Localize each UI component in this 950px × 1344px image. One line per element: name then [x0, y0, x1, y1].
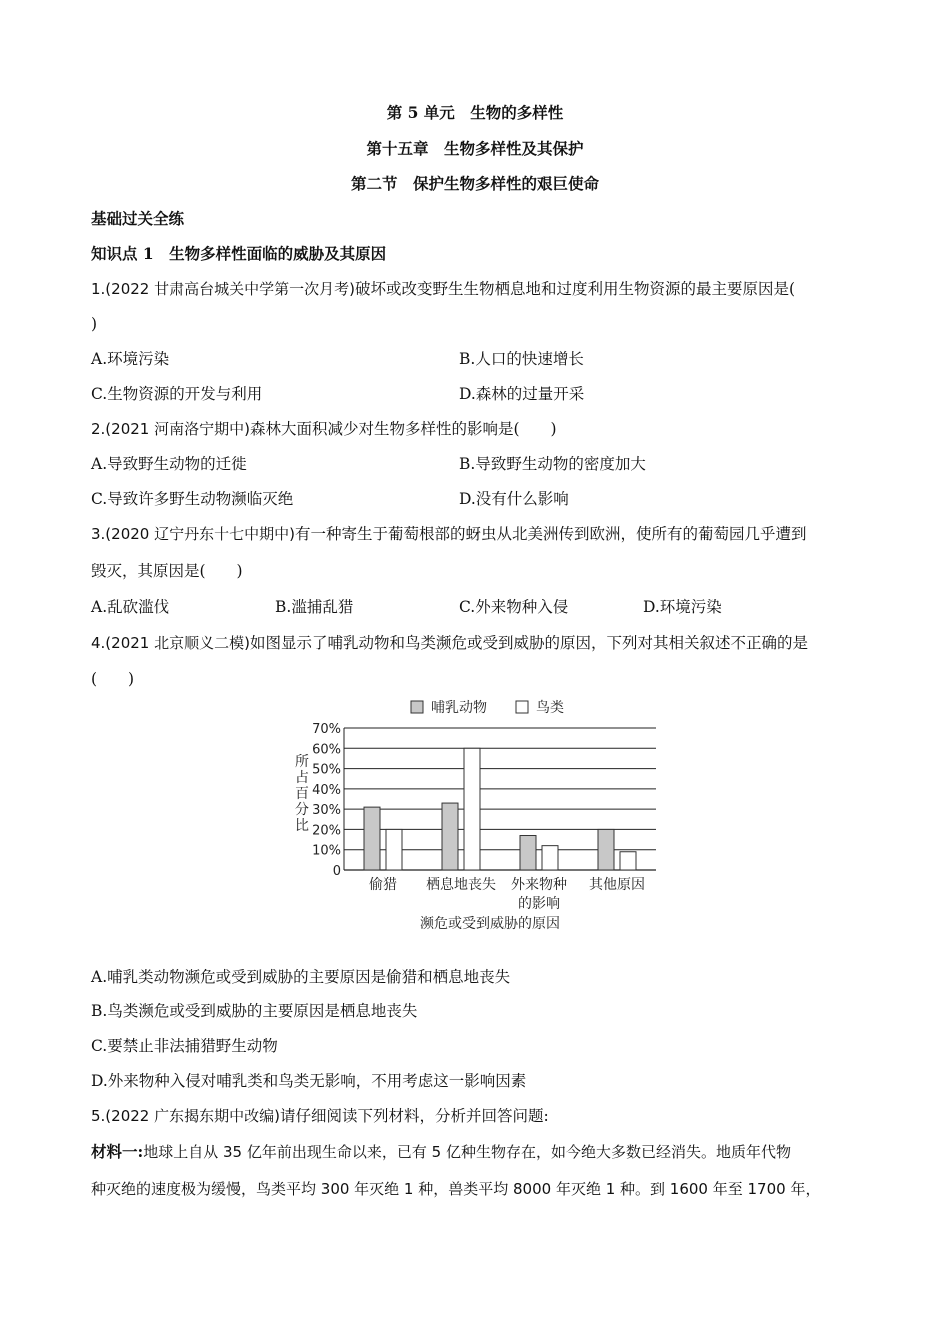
question-5-source: 5.(2022 广东揭东期中改编) [91, 1107, 280, 1125]
question-4-close: ( ) [91, 670, 135, 688]
question-3-option-d: D.环境污染 [643, 598, 722, 616]
chart-x-axis-label: 濒危或受到威胁的原因 [420, 916, 560, 932]
knowledge-point-title: 知识点 1 生物多样性面临的威胁及其原因 [91, 244, 387, 263]
question-5-stem: 请仔细阅读下列材料，分析并回答问题: [279, 1107, 549, 1125]
bar-mammal-2 [442, 803, 458, 870]
y-axis-label-char: 比 [295, 818, 309, 834]
practice-title: 基础过关全练 [91, 209, 185, 228]
material-1-label: 材料一: [91, 1142, 144, 1161]
bar-bird-3 [542, 846, 558, 870]
question-4-option-b: B.鸟类濒危或受到威胁的主要原因是栖息地丧失 [91, 1002, 418, 1020]
x-category-label: 外来物种 [511, 877, 567, 893]
bar-bird-2 [464, 748, 480, 870]
question-3-source: 3.(2020 辽宁丹东十七中期中) [91, 525, 295, 543]
bar-bird-1 [386, 829, 402, 870]
question-1-option-c: C.生物资源的开发与利用 [91, 385, 263, 403]
question-2-option-c: C.导致许多野生动物濒临灭绝 [91, 490, 294, 508]
question-1 [91, 278, 795, 300]
bar-mammal-3 [520, 836, 536, 870]
x-category-label: 的影响 [518, 896, 560, 912]
question-1-option-b: B.人口的快速增长 [459, 350, 584, 368]
question-2-option-d: D.没有什么影响 [459, 490, 569, 508]
question-1-stem: 破坏或改变野生生物栖息地和过度利用生物资源的最主要原因是( [354, 280, 796, 298]
x-category-label: 其他原因 [589, 877, 645, 893]
question-2-stem: 森林大面积减少对生物多样性的影响是( ) [249, 420, 557, 438]
legend-label-mammal: 哺乳动物 [431, 700, 487, 716]
legend-swatch-bird [516, 701, 528, 713]
question-3-option-b: B.滥捕乱猎 [275, 598, 354, 616]
question-2-option-b: B.导致野生动物的密度加大 [459, 455, 646, 473]
y-tick-label: 60% [312, 742, 341, 758]
section-title: 第二节 保护生物多样性的艰巨使命 [350, 174, 599, 193]
material-1-line-1 [91, 1141, 859, 1163]
chart-y-axis-label [295, 754, 309, 834]
question-3-option-c: C.外来物种入侵 [459, 598, 569, 616]
question-5 [91, 1105, 549, 1127]
bar-bird-4 [620, 852, 636, 870]
y-axis-label-char: 百 [295, 786, 309, 802]
y-tick-label: 50% [312, 762, 341, 778]
bar-mammal-4 [598, 829, 614, 870]
bar-mammal-1 [364, 807, 380, 870]
question-3 [91, 523, 806, 545]
y-tick-label: 40% [312, 782, 341, 798]
material-1-line-2: 种灭绝的速度极为缓慢，鸟类平均 300 年灭绝 1 种，兽类平均 8000 年灭绝 1 种。到 1600 年至 1700 年， [91, 1180, 821, 1198]
x-category-label: 偷猎 [369, 877, 397, 893]
question-1-close: ) [91, 315, 98, 333]
legend-swatch-mammal [411, 701, 423, 713]
question-2-source: 2.(2021 河南洛宁期中) [91, 420, 250, 438]
question-4-source: 4.(2021 北京顺义二模) [91, 634, 250, 652]
y-tick-label: 70% [312, 722, 341, 737]
y-tick-label: 10% [312, 843, 341, 859]
x-category-label: 栖息地丧失 [426, 877, 496, 893]
y-axis-label-char: 所 [295, 754, 309, 770]
material-1-text-1: 地球上自从 35 亿年前出现生命以来，已有 5 亿种生物存在，如今绝大多数已经消失。地质年代物 [143, 1143, 791, 1161]
question-4 [91, 632, 808, 654]
question-2 [91, 418, 557, 440]
y-tick-label: 20% [312, 823, 341, 839]
chart-y-ticks [312, 722, 341, 879]
question-3-option-a: A.乱砍滥伐 [91, 598, 170, 616]
question-4-option-a: A.哺乳类动物濒危或受到威胁的主要原因是偷猎和栖息地丧失 [91, 968, 511, 986]
question-4-stem: 如图显示了哺乳动物和鸟类濒危或受到威胁的原因，下列对其相关叙述不正确的是 [249, 634, 808, 652]
question-3-stem: 有一种寄生于葡萄根部的蚜虫从北美洲传到欧洲，使所有的葡萄园几乎遭到 [294, 525, 807, 543]
y-axis-label-char: 分 [295, 802, 309, 818]
chapter-title: 第十五章 生物多样性及其保护 [366, 139, 584, 158]
chart-legend [411, 699, 564, 716]
y-axis-label-char: 占 [295, 770, 309, 786]
question-1-option-a: A.环境污染 [91, 350, 170, 368]
question-4-option-d: D.外来物种入侵对哺乳类和鸟类无影响，不用考虑这一影响因素 [91, 1072, 527, 1090]
question-1-source: 1.(2022 甘肃高台城关中学第一次月考) [91, 280, 355, 298]
y-tick-label: 30% [312, 803, 341, 819]
legend-label-bird: 鸟类 [536, 700, 564, 716]
chart-x-categories [369, 876, 645, 912]
question-4-option-c: C.要禁止非法捕猎野生动物 [91, 1037, 278, 1055]
unit-title: 第 5 单元 生物的多样性 [386, 103, 564, 122]
question-1-option-d: D.森林的过量开采 [459, 385, 585, 403]
question-3-stem-cont: 毁灭，其原因是( ) [91, 562, 243, 580]
question-2-option-a: A.导致野生动物的迁徙 [91, 455, 247, 473]
threat-bar-chart [280, 690, 680, 935]
y-tick-label: 0 [332, 864, 341, 879]
